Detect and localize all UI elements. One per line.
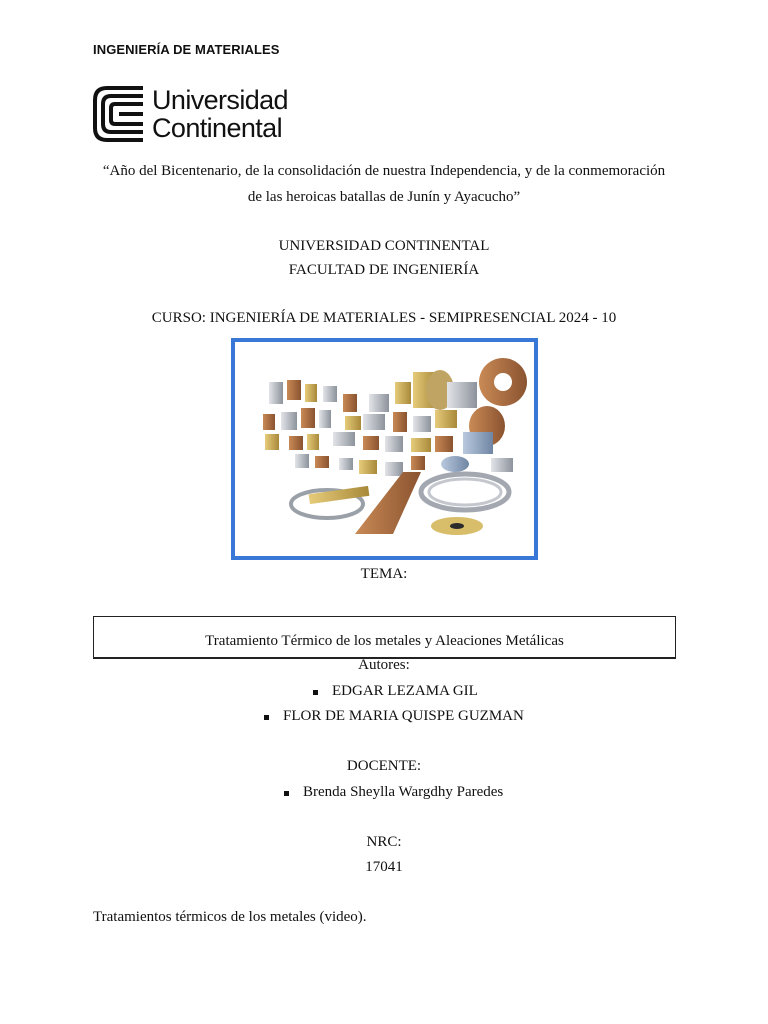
institution [0,234,768,282]
docente-name: Brenda Sheylla Wargdhy Paredes [303,784,504,800]
university-name: UNIVERSIDAD CONTINENTAL [278,238,490,254]
motto-line-2: de las heroicas batallas de Junín y Ayacucho” [247,189,521,205]
tema-title-box [93,616,676,659]
tema-label: TEMA: [360,566,408,582]
authors-label: Autores: [358,657,410,673]
video-reference: Tratamientos térmicos de los metales (video). [93,909,367,925]
author-item [332,683,478,700]
author-name-1: EDGAR LEZAMA GIL [332,683,478,699]
metal-wires-image [231,338,538,560]
nrc-value: 17041 [365,859,403,875]
motto [0,158,768,210]
course-name: CURSO: INGENIERÍA DE MATERIALES - SEMIPRESENCIAL 2024 - 10 [151,310,617,326]
docente-item [303,784,503,801]
university-logo-text [152,86,288,142]
author-name-2: FLOR DE MARIA QUISPE GUZMAN [283,708,524,724]
metal-spools-illustration-icon [235,342,534,556]
logo-line-1: Universidad [152,85,288,115]
faculty-name: FACULTAD DE INGENIERÍA [288,262,480,278]
logo-line-2: Continental [152,113,282,143]
tema-title: Tratamiento Térmico de los metales y Aleaciones Metálicas [205,633,564,649]
docente-label: DOCENTE: [346,758,422,774]
header-course-title: INGENIERÍA DE MATERIALES [93,42,280,57]
author-item [283,708,524,725]
motto-line-1: “Año del Bicentenario, de la consolidación de nuestra Independencia, y de la conmemoración [102,163,666,179]
nrc-label: NRC: [366,834,402,850]
